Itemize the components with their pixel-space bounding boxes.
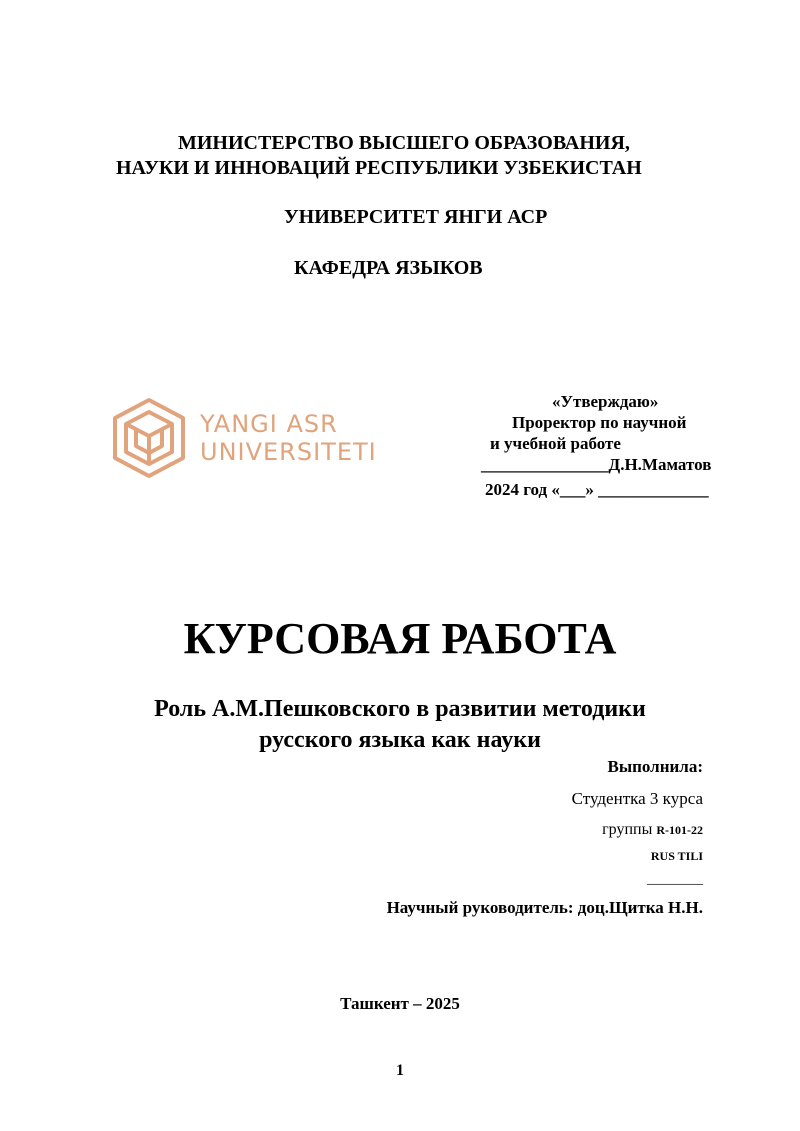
performed-by-label: Выполнила: xyxy=(607,757,703,776)
supervisor: Научный руководитель: доц.Щитка Н.Н. xyxy=(386,898,703,917)
student-course: Студентка 3 курса xyxy=(571,789,703,808)
department-name: КАФЕДРА ЯЗЫКОВ xyxy=(294,257,483,279)
university-logo-icon xyxy=(110,396,188,480)
ministry-line-1: МИНИСТЕРСТВО ВЫСШЕГО ОБРАЗОВАНИЯ, xyxy=(178,132,630,154)
group-prefix: группы xyxy=(602,821,657,838)
approval-position-line-2: и учебной работе xyxy=(490,434,621,453)
student-language: RUS TILI xyxy=(650,849,703,863)
approval-position-line-1: Проректор по научной xyxy=(512,413,687,432)
topic-title-line-1: Роль А.М.Пешковского в развитии методики xyxy=(154,696,646,722)
logo-text-line-1: YANGI ASR xyxy=(200,410,338,438)
ministry-line-2: НАУКИ И ИННОВАЦИЙ РЕСПУБЛИКИ УЗБЕКИСТАН xyxy=(116,157,642,179)
approval-date-line: 2024 год «___» _____________ xyxy=(485,480,709,499)
group-code: R-101-22 xyxy=(656,823,703,837)
student-group xyxy=(602,822,703,838)
approval-heading: «Утверждаю» xyxy=(552,392,659,411)
topic-title-line-2: русского языка как науки xyxy=(259,727,541,753)
university-name: УНИВЕРСИТЕТ ЯНГИ АСР xyxy=(284,206,548,228)
logo-text-line-2: UNIVERSITETI xyxy=(200,438,377,466)
approval-signature-line: _______________Д.Н.Маматов xyxy=(481,455,712,474)
university-logo xyxy=(110,396,390,480)
page-number: 1 xyxy=(396,1062,404,1079)
city-year: Ташкент – 2025 xyxy=(340,994,460,1013)
document-type-title: КУРСОВАЯ РАБОТА xyxy=(183,614,617,663)
blank-line: ________ xyxy=(647,872,703,887)
